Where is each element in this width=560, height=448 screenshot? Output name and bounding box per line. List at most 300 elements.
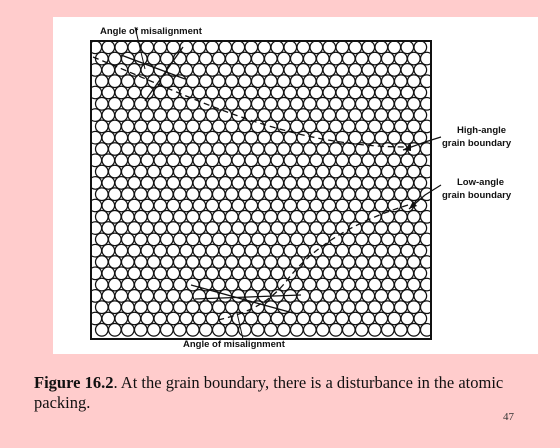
atom — [122, 301, 135, 314]
atom — [161, 120, 174, 133]
atom — [304, 52, 317, 65]
atom — [284, 312, 297, 325]
atom — [122, 278, 135, 291]
atom — [193, 177, 206, 190]
atom — [239, 188, 252, 201]
atom — [401, 64, 414, 77]
atom — [323, 86, 336, 99]
atom — [278, 75, 291, 88]
atom — [219, 312, 232, 325]
atom — [206, 64, 219, 77]
atom — [213, 301, 226, 314]
atom — [232, 244, 245, 257]
atom — [395, 98, 408, 111]
atom — [258, 199, 271, 212]
atom — [401, 109, 414, 122]
atom — [362, 222, 375, 235]
atom — [362, 64, 375, 77]
atom — [128, 244, 141, 257]
atom — [258, 41, 271, 54]
atom — [375, 290, 388, 303]
atom — [115, 312, 128, 325]
atom — [297, 86, 310, 99]
atom — [343, 233, 356, 246]
atom — [232, 131, 245, 144]
atom — [206, 131, 219, 144]
atom-lattice — [89, 41, 433, 336]
atom — [258, 64, 271, 77]
atom — [213, 143, 226, 156]
atom — [109, 278, 122, 291]
atom — [206, 154, 219, 167]
atom — [343, 52, 356, 65]
atom — [343, 120, 356, 133]
atom — [219, 177, 232, 190]
atom — [226, 165, 239, 178]
atom — [414, 177, 427, 190]
atom — [239, 165, 252, 178]
atom — [382, 52, 395, 65]
atom — [323, 312, 336, 325]
atom — [154, 131, 167, 144]
atom — [265, 143, 278, 156]
atom — [304, 324, 317, 337]
atom — [336, 267, 349, 280]
atom — [278, 165, 291, 178]
atom — [304, 301, 317, 314]
atom — [401, 290, 414, 303]
atom — [362, 267, 375, 280]
atom — [226, 278, 239, 291]
bottom-misalignment-label: Angle of misalignment — [183, 339, 285, 350]
atom — [219, 222, 232, 235]
atom — [135, 188, 148, 201]
atom — [122, 165, 135, 178]
figure-caption — [34, 373, 534, 413]
atom — [245, 86, 258, 99]
atom — [148, 233, 161, 246]
atom — [115, 177, 128, 190]
atom — [180, 131, 193, 144]
atom — [362, 199, 375, 212]
atom — [193, 312, 206, 325]
atom — [141, 199, 154, 212]
atom — [395, 188, 408, 201]
atom — [200, 233, 213, 246]
atom — [317, 233, 330, 246]
atom — [109, 301, 122, 314]
atom — [388, 64, 401, 77]
low-angle-label-line1: Low-angle — [457, 177, 504, 188]
atom — [180, 199, 193, 212]
atom — [200, 324, 213, 337]
atom — [193, 41, 206, 54]
atom — [109, 324, 122, 337]
atom — [115, 222, 128, 235]
atom — [317, 256, 330, 269]
atom — [180, 177, 193, 190]
atom — [284, 222, 297, 235]
atom — [174, 188, 187, 201]
atom — [297, 109, 310, 122]
atom — [187, 278, 200, 291]
atom — [128, 131, 141, 144]
atom — [369, 165, 382, 178]
atom — [213, 188, 226, 201]
atom — [278, 233, 291, 246]
atom — [291, 165, 304, 178]
atom — [278, 143, 291, 156]
atom — [304, 98, 317, 111]
atom — [375, 86, 388, 99]
atom — [154, 290, 167, 303]
atom — [330, 52, 343, 65]
atom — [336, 244, 349, 257]
atom — [232, 222, 245, 235]
atom — [265, 278, 278, 291]
atom — [187, 256, 200, 269]
atom — [349, 267, 362, 280]
atom — [330, 324, 343, 337]
atom — [258, 131, 271, 144]
atom — [161, 188, 174, 201]
atom — [102, 86, 115, 99]
atom — [310, 131, 323, 144]
atom — [291, 233, 304, 246]
atom — [408, 120, 421, 133]
atom — [128, 177, 141, 190]
atom — [304, 211, 317, 224]
atom — [193, 109, 206, 122]
atom — [401, 177, 414, 190]
atom — [187, 165, 200, 178]
atom — [102, 131, 115, 144]
atom — [375, 222, 388, 235]
atom — [382, 98, 395, 111]
atom — [291, 52, 304, 65]
atom — [330, 165, 343, 178]
atom — [226, 120, 239, 133]
atom — [252, 278, 265, 291]
atom — [245, 267, 258, 280]
atom — [330, 120, 343, 133]
atom — [310, 290, 323, 303]
atom — [213, 278, 226, 291]
atom — [213, 120, 226, 133]
atom — [291, 324, 304, 337]
atom — [375, 131, 388, 144]
atom — [135, 256, 148, 269]
atom — [356, 98, 369, 111]
atom — [258, 244, 271, 257]
atom — [414, 64, 427, 77]
atom — [187, 120, 200, 133]
atom — [102, 312, 115, 325]
atom — [310, 267, 323, 280]
atom — [167, 244, 180, 257]
atom — [148, 188, 161, 201]
atom — [375, 267, 388, 280]
atom — [395, 211, 408, 224]
atom — [96, 301, 109, 314]
atom — [213, 75, 226, 88]
atom — [135, 301, 148, 314]
atom — [388, 154, 401, 167]
atom — [297, 222, 310, 235]
atom — [245, 199, 258, 212]
atom — [174, 233, 187, 246]
atom — [304, 143, 317, 156]
atom — [258, 109, 271, 122]
atom — [304, 165, 317, 178]
bottom-misalignment-pointer — [237, 313, 243, 339]
atom — [102, 222, 115, 235]
atom — [323, 41, 336, 54]
atom — [310, 312, 323, 325]
atom — [115, 131, 128, 144]
atom — [180, 109, 193, 122]
atom — [408, 233, 421, 246]
atom — [336, 177, 349, 190]
atom — [200, 211, 213, 224]
atom — [239, 233, 252, 246]
atom — [336, 86, 349, 99]
atom — [141, 222, 154, 235]
atom — [278, 52, 291, 65]
atom — [395, 52, 408, 65]
atom — [102, 154, 115, 167]
atom — [128, 199, 141, 212]
atom — [96, 324, 109, 337]
atom — [161, 256, 174, 269]
atom — [161, 143, 174, 156]
atom — [239, 143, 252, 156]
atom — [265, 233, 278, 246]
atom — [369, 324, 382, 337]
atom — [135, 211, 148, 224]
atom — [349, 86, 362, 99]
atom — [258, 86, 271, 99]
atom — [148, 278, 161, 291]
atom — [232, 64, 245, 77]
atom — [297, 64, 310, 77]
atom — [128, 154, 141, 167]
atom — [161, 278, 174, 291]
atom — [284, 267, 297, 280]
atom — [122, 75, 135, 88]
atom — [135, 165, 148, 178]
atom — [141, 177, 154, 190]
atom — [148, 120, 161, 133]
atom — [174, 143, 187, 156]
atom — [200, 301, 213, 314]
atom — [382, 233, 395, 246]
atom — [343, 256, 356, 269]
atom — [330, 98, 343, 111]
atom — [219, 131, 232, 144]
atom — [232, 154, 245, 167]
atom — [375, 312, 388, 325]
atom — [414, 267, 427, 280]
atom — [180, 41, 193, 54]
atom — [343, 75, 356, 88]
atom — [167, 131, 180, 144]
atom — [200, 75, 213, 88]
atom — [271, 131, 284, 144]
atom — [362, 244, 375, 257]
atom — [245, 41, 258, 54]
atom — [206, 267, 219, 280]
atom — [200, 256, 213, 269]
atom — [193, 199, 206, 212]
atom — [122, 324, 135, 337]
atom — [109, 165, 122, 178]
atom — [297, 199, 310, 212]
atom — [395, 256, 408, 269]
atom — [96, 211, 109, 224]
atom — [109, 120, 122, 133]
atom — [323, 64, 336, 77]
atom — [148, 256, 161, 269]
atom — [115, 199, 128, 212]
atom — [226, 98, 239, 111]
atom — [141, 290, 154, 303]
atom — [206, 222, 219, 235]
atom — [102, 41, 115, 54]
atom — [401, 267, 414, 280]
atom — [297, 244, 310, 257]
atom — [245, 244, 258, 257]
atom — [343, 143, 356, 156]
atom — [310, 64, 323, 77]
atom — [193, 86, 206, 99]
atom — [213, 233, 226, 246]
atom — [369, 256, 382, 269]
atom — [141, 41, 154, 54]
atom — [128, 109, 141, 122]
atom — [310, 199, 323, 212]
atom — [122, 98, 135, 111]
atom — [317, 165, 330, 178]
atom — [148, 98, 161, 111]
atom — [245, 177, 258, 190]
atom — [232, 267, 245, 280]
atom — [193, 131, 206, 144]
atom — [336, 41, 349, 54]
atom — [239, 52, 252, 65]
atom — [180, 154, 193, 167]
atom — [330, 143, 343, 156]
atom — [265, 211, 278, 224]
atom — [388, 267, 401, 280]
atom — [154, 244, 167, 257]
atom — [375, 244, 388, 257]
atom — [395, 233, 408, 246]
atom — [239, 211, 252, 224]
atom — [297, 41, 310, 54]
atom — [388, 312, 401, 325]
atom — [291, 211, 304, 224]
atom — [252, 98, 265, 111]
atom — [284, 86, 297, 99]
atom — [408, 301, 421, 314]
atom — [167, 109, 180, 122]
atom — [109, 211, 122, 224]
atom — [122, 143, 135, 156]
atom — [304, 188, 317, 201]
atom — [161, 165, 174, 178]
atom — [291, 301, 304, 314]
atom — [317, 98, 330, 111]
atom — [291, 98, 304, 111]
atom — [187, 211, 200, 224]
atom — [122, 256, 135, 269]
atom — [323, 154, 336, 167]
atom — [232, 290, 245, 303]
atom — [245, 312, 258, 325]
atom — [362, 109, 375, 122]
atom — [154, 41, 167, 54]
atom — [154, 312, 167, 325]
atom — [388, 244, 401, 257]
atom — [284, 177, 297, 190]
atom — [297, 312, 310, 325]
atom — [122, 188, 135, 201]
atom — [148, 52, 161, 65]
atom — [122, 211, 135, 224]
atom — [252, 75, 265, 88]
atom — [317, 301, 330, 314]
atom — [180, 290, 193, 303]
atom — [96, 143, 109, 156]
atom — [161, 233, 174, 246]
atom — [414, 41, 427, 54]
atom — [349, 109, 362, 122]
atom — [265, 98, 278, 111]
atom — [382, 278, 395, 291]
atom — [141, 312, 154, 325]
atom — [226, 256, 239, 269]
atom — [187, 324, 200, 337]
atom — [369, 233, 382, 246]
atom — [174, 278, 187, 291]
atom — [219, 154, 232, 167]
atom — [408, 278, 421, 291]
atom — [187, 233, 200, 246]
atom — [174, 301, 187, 314]
atom — [102, 109, 115, 122]
atom — [115, 267, 128, 280]
high-angle-label-line2: grain boundary — [442, 138, 512, 149]
atom — [258, 267, 271, 280]
atom — [265, 165, 278, 178]
atom — [213, 165, 226, 178]
atom — [154, 86, 167, 99]
atom — [382, 120, 395, 133]
atom — [96, 120, 109, 133]
atom — [356, 52, 369, 65]
atom — [369, 278, 382, 291]
atom — [115, 109, 128, 122]
atom — [395, 278, 408, 291]
atom — [180, 244, 193, 257]
atom — [356, 165, 369, 178]
atom — [167, 222, 180, 235]
atom — [375, 177, 388, 190]
atom — [330, 278, 343, 291]
atom — [401, 312, 414, 325]
atom — [219, 41, 232, 54]
